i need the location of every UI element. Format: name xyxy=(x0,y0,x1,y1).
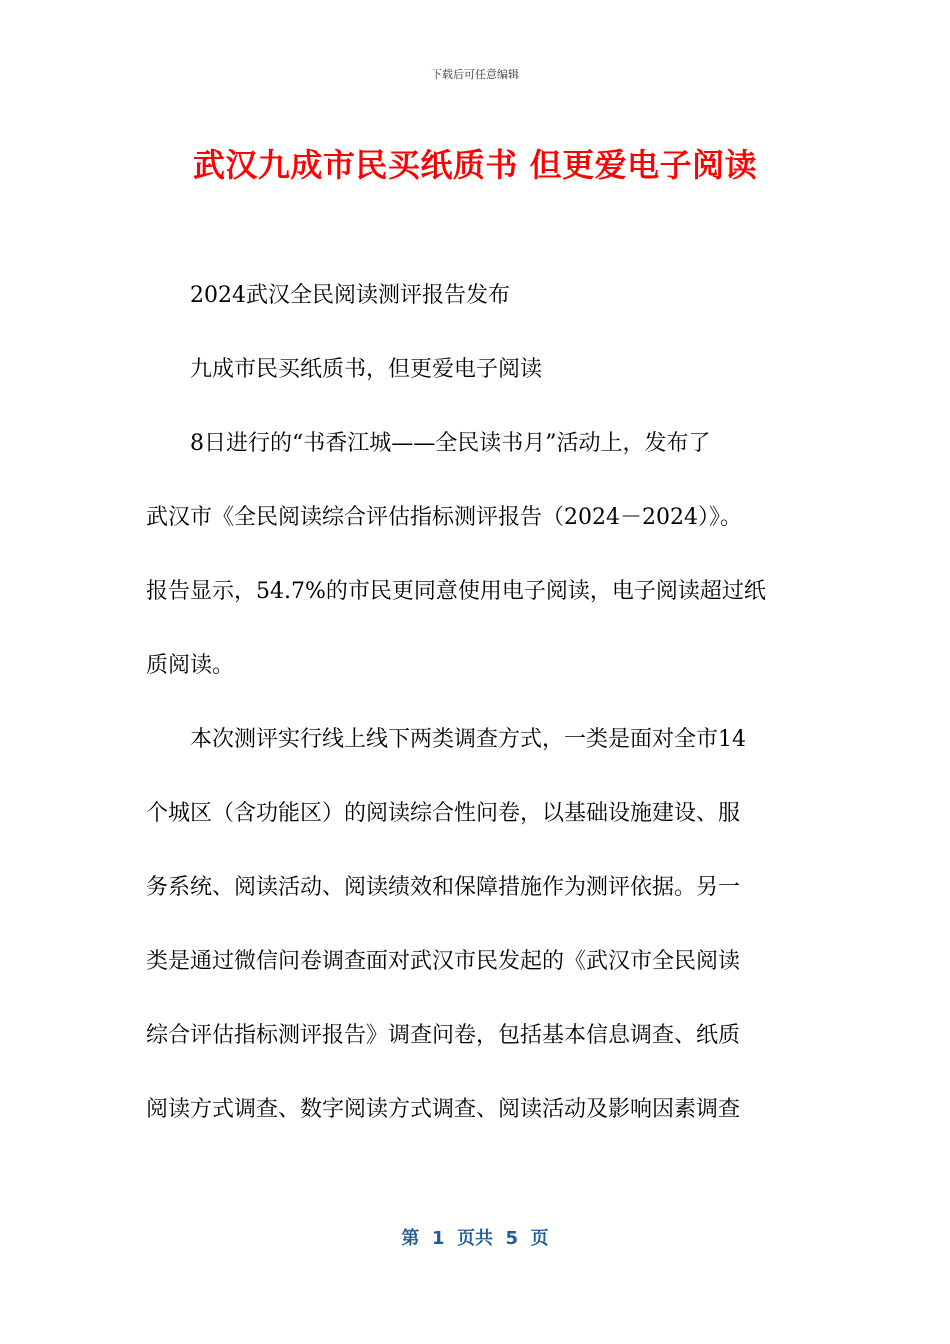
paragraph-line: 武汉市《全民阅读综合评估指标测评报告（2024－2024）》。 xyxy=(146,505,742,530)
page-header-note: 下载后可任意编辑 xyxy=(431,68,519,81)
document-title: 武汉九成市民买纸质书 但更爱电子阅读 xyxy=(192,146,758,184)
paragraph-line: 类是通过微信问卷调查面对武汉市民发起的《武汉市全民阅读 xyxy=(146,949,741,974)
paragraph-line: 务系统、阅读活动、阅读绩效和保障措施作为测评依据。另一 xyxy=(146,875,741,900)
page-number-footer: 第 1 页共 5 页 xyxy=(401,1228,549,1249)
paragraph-line: 个城区（含功能区）的阅读综合性问卷，以基础设施建设、服 xyxy=(146,801,741,826)
paragraph-line: 质阅读。 xyxy=(146,653,235,678)
paragraph-line: 报告显示，54.7%的市民更同意使用电子阅读，电子阅读超过纸 xyxy=(146,579,766,604)
document-body xyxy=(146,259,806,1147)
paragraph-line: 本次测评实行线上线下两类调查方式，一类是面对全市14 xyxy=(190,727,746,752)
paragraph-line: 阅读方式调查、数字阅读方式调查、阅读活动及影响因素调查 xyxy=(146,1097,741,1122)
paragraph-line: 综合评估指标测评报告》调查问卷，包括基本信息调查、纸质 xyxy=(146,1023,741,1048)
paragraph-line: 九成市民买纸质书，但更爱电子阅读 xyxy=(190,357,543,382)
paragraph-line: 2024武汉全民阅读测评报告发布 xyxy=(190,283,510,308)
paragraph-line: 8日进行的“书香江城——全民读书月”活动上，发布了 xyxy=(190,431,711,456)
